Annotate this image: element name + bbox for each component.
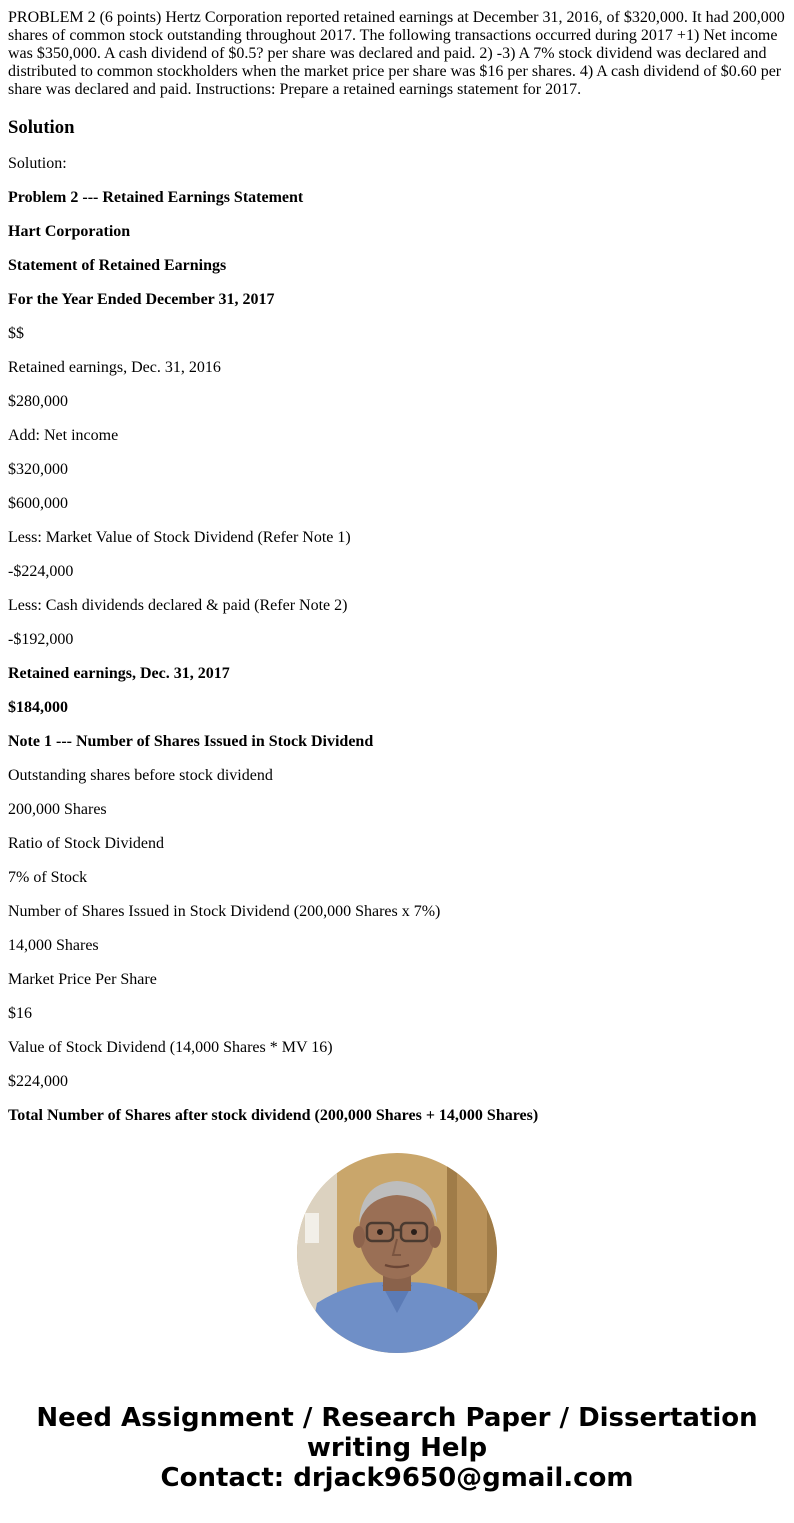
solution-heading: Solution bbox=[8, 117, 75, 138]
solution-line: Total Number of Shares after stock dividend (200,000 Shares + 14,000 Shares) bbox=[8, 1107, 539, 1124]
solution-line: $600,000 bbox=[8, 495, 68, 512]
solution-line: For the Year Ended December 31, 2017 bbox=[8, 291, 275, 308]
solution-line: Hart Corporation bbox=[8, 223, 131, 240]
problem-statement: PROBLEM 2 (6 points) Hertz Corporation reported retained earnings at December 31, 2016, of $320,000. It had 200,000 shares of common stock outstanding throughout 2017. The following transactions occurred during 2017 +1) Net income was $350,000. A cash dividend of $0.5? per share was declared and paid. 2) -3) A 7% stock dividend was declared and distributed to common stockholders when the market price per share was $16 per shares. 4) A cash dividend of $0.60 per share was declared and paid. Instructions: Prepare a retained earnings statement for 2017. bbox=[8, 9, 785, 98]
promo-line-2: writing Help bbox=[306, 1433, 488, 1463]
solution-line: Market Price Per Share bbox=[8, 971, 157, 988]
promo-footer bbox=[0, 1403, 794, 1493]
author-avatar bbox=[297, 1153, 497, 1353]
solution-line: Retained earnings, Dec. 31, 2017 bbox=[8, 665, 230, 682]
solution-line: Solution: bbox=[8, 155, 67, 172]
solution-line: -$192,000 bbox=[8, 631, 74, 648]
solution-line: $184,000 bbox=[8, 699, 68, 716]
solution-line: Outstanding shares before stock dividend bbox=[8, 767, 273, 784]
solution-line: Less: Market Value of Stock Dividend (Refer Note 1) bbox=[8, 529, 351, 546]
promo-line-1: Need Assignment / Research Paper / Dissertation bbox=[36, 1403, 758, 1433]
solution-line: 7% of Stock bbox=[8, 869, 88, 886]
solution-line: Retained earnings, Dec. 31, 2016 bbox=[8, 359, 221, 376]
solution-line: Value of Stock Dividend (14,000 Shares * MV 16) bbox=[8, 1039, 333, 1056]
solution-line: -$224,000 bbox=[8, 563, 74, 580]
solution-line: Ratio of Stock Dividend bbox=[8, 835, 164, 852]
document-content bbox=[8, 0, 786, 1124]
solution-line: $16 bbox=[8, 1005, 32, 1022]
solution-line: Statement of Retained Earnings bbox=[8, 257, 227, 274]
solution-line: $320,000 bbox=[8, 461, 68, 478]
solution-body bbox=[8, 155, 786, 1124]
person-photo-icon bbox=[297, 1153, 497, 1353]
solution-line: Number of Shares Issued in Stock Dividend (200,000 Shares x 7%) bbox=[8, 903, 441, 920]
solution-line: Problem 2 --- Retained Earnings Statement bbox=[8, 189, 304, 206]
solution-line: Note 1 --- Number of Shares Issued in Stock Dividend bbox=[8, 733, 374, 750]
solution-line: 14,000 Shares bbox=[8, 937, 99, 954]
solution-line: 200,000 Shares bbox=[8, 801, 107, 818]
solution-line: $224,000 bbox=[8, 1073, 68, 1090]
solution-line: Add: Net income bbox=[8, 427, 119, 444]
contact-email[interactable]: Contact: drjack9650@gmail.com bbox=[160, 1463, 634, 1493]
solution-line: Less: Cash dividends declared & paid (Refer Note 2) bbox=[8, 597, 348, 614]
solution-line: $$ bbox=[8, 325, 24, 342]
solution-line: $280,000 bbox=[8, 393, 68, 410]
